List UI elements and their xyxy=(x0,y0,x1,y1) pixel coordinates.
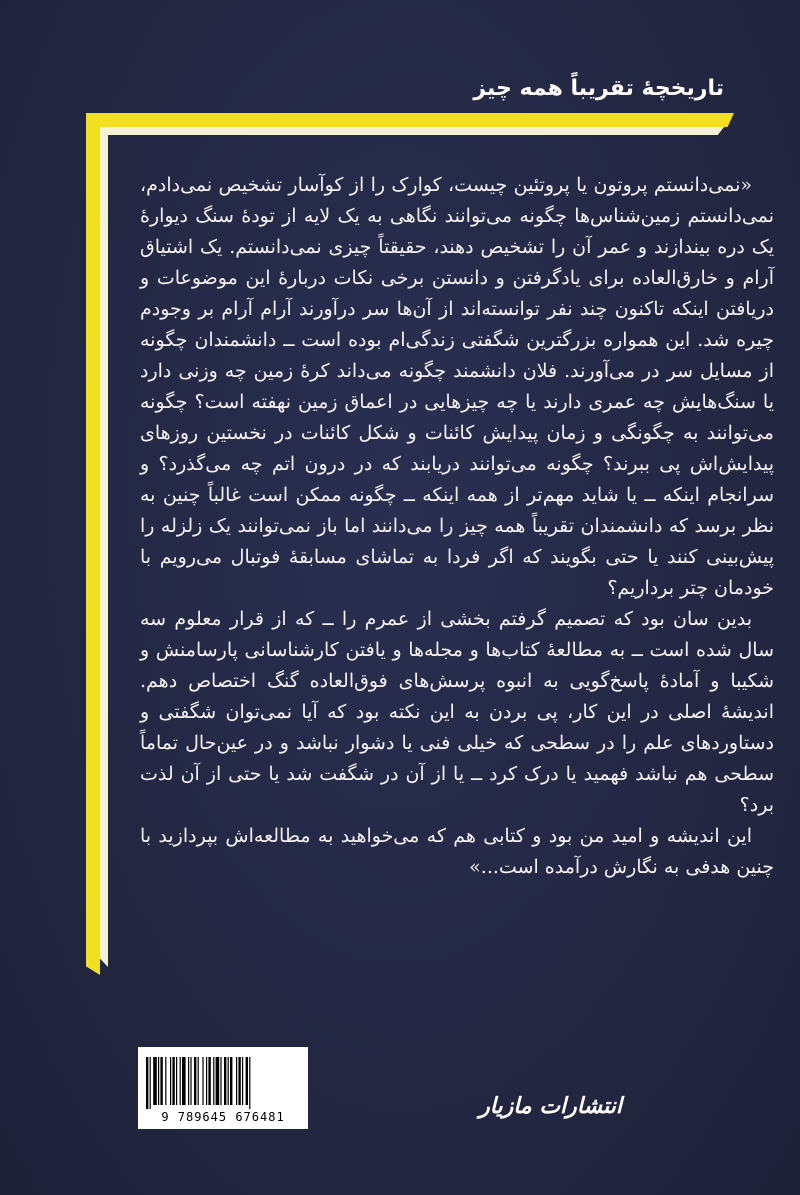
barcode-bar xyxy=(202,1057,203,1105)
barcode-bar xyxy=(246,1057,248,1105)
barcode-bar xyxy=(188,1057,189,1105)
publisher-logo: انتشارات مازیار xyxy=(479,1093,622,1119)
barcode-bar xyxy=(146,1057,148,1109)
barcode-digits: 9 789645 676481 xyxy=(161,1110,285,1124)
barcode-bar xyxy=(150,1057,151,1109)
barcode-bar xyxy=(190,1057,191,1105)
barcode-bar xyxy=(176,1057,177,1105)
barcode-bar xyxy=(194,1057,196,1105)
barcode-bar xyxy=(236,1057,237,1105)
barcode-bars xyxy=(146,1057,300,1109)
barcode-bar xyxy=(220,1057,221,1105)
barcode-bar xyxy=(224,1057,226,1105)
barcode-bar xyxy=(180,1057,181,1105)
blurb-paragraph-1: «نمی‌دانستم پروتون یا پروتئین چیست، کوارک را از کوآسار تشخیص نمی‌دادم، نمی‌دانستم زمین‌شناس‌ها چگونه می‌توانند نگاهی به یک لایه از تودهٔ سنگ دیوارهٔ یک دره بیندازند و عمر آن را تشخیص دهند، حقیقتاً چیزی نمی‌دانستم. یک اشتیاق آرام و خارق‌العاده برای یادگرفتن و دانستن برخی نکات دربارهٔ این موضوعات و دریافتن اینکه تاکنون چند نفر توانسته‌اند از آن‌ها سر درآورند آرام آرام بر وجودم چیره شد. این همواره بزرگترین شگفتی زندگی‌ام بوده است ــ دانشمندان چگونه از مسایل سر در می‌آورند. فلان دانشمند چگونه می‌داند کرهٔ زمین چه وزنی دارد یا سنگ‌هایش چه عمری دارند یا چه چیزهایی در اعماق زمین نهفته است؟ چگونه می‌توانند به چگونگی و زمان پیدایش کائنات و شکل کائنات در نخستین روزهای پیدایش‌اش پی ببرند؟ چگونه می‌توانند دریابند که در درون اتم چه می‌گذرد؟ و سرانجام اینکه ــ یا شاید مهم‌تر از همه اینکه ــ چگونه ممکن است غالباً چنین به نظر برسد که دانشمندان تقریباً همه چیز را می‌دانند اما باز نمی‌توانند یک زلزله را پیش‌بینی کنند یا حتی بگویند که اگر فردا به تماشای مسابقهٔ فوتبال می‌رویم با خودمان چتر برداریم؟ xyxy=(140,174,774,599)
barcode-bar xyxy=(172,1057,174,1105)
frame-top-white xyxy=(100,127,724,135)
book-title: تاریخچهٔ تقریباً همه چیز xyxy=(473,76,724,101)
barcode-bar xyxy=(153,1057,157,1105)
blurb-paragraph-2: بدین سان بود که تصمیم گرفتم بخشی از عمرم را ــ که از قرار معلوم سه سال شده است ــ به مطالعهٔ کتاب‌ها و مجله‌ها و یافتن کارشناسانی پارسامنش و شکیبا و آمادهٔ پاسخ‌گویی به انبوه پرسش‌های فوق‌العاده گنگ اختصاص دهم. اندیشهٔ اصلی در این کار، پی بردن به این نکته بود که آیا نمی‌توان شگفتی و دستاوردهای علم را در سطحی که خیلی فنی یا دشوار نباشد و در عین‌حال تماماً سطحی هم نباشد فهمید یا درک کرد ــ یا از آن در شگفت شد یا حتی از آن لذت برد؟ xyxy=(140,608,774,816)
barcode-bar xyxy=(238,1057,240,1105)
barcode-bar xyxy=(228,1057,229,1105)
frame-left-white xyxy=(100,127,108,967)
barcode-bar xyxy=(198,1057,199,1105)
isbn-barcode xyxy=(138,1047,308,1129)
barcode-bar xyxy=(206,1057,207,1105)
barcode-bar xyxy=(182,1057,186,1105)
barcode-bar xyxy=(208,1057,210,1105)
barcode-bar xyxy=(160,1057,162,1105)
frame-top-yellow xyxy=(86,113,734,127)
blurb-text xyxy=(140,170,774,883)
barcode-bar xyxy=(213,1057,214,1105)
barcode-bar xyxy=(158,1057,159,1105)
barcode-bar xyxy=(242,1057,243,1105)
barcode-bar xyxy=(170,1057,171,1105)
barcode-bar xyxy=(216,1057,220,1105)
barcode-bar xyxy=(230,1057,232,1105)
frame-left-yellow xyxy=(86,113,100,975)
barcode-bar xyxy=(249,1057,250,1109)
blurb-paragraph-3: این اندیشه و امید من بود و کتابی هم که می‌خواهید به مطالعه‌اش بپردازید با چنین هدفی به نگارش درآمده است...» xyxy=(140,825,774,878)
barcode-bar xyxy=(165,1057,166,1105)
